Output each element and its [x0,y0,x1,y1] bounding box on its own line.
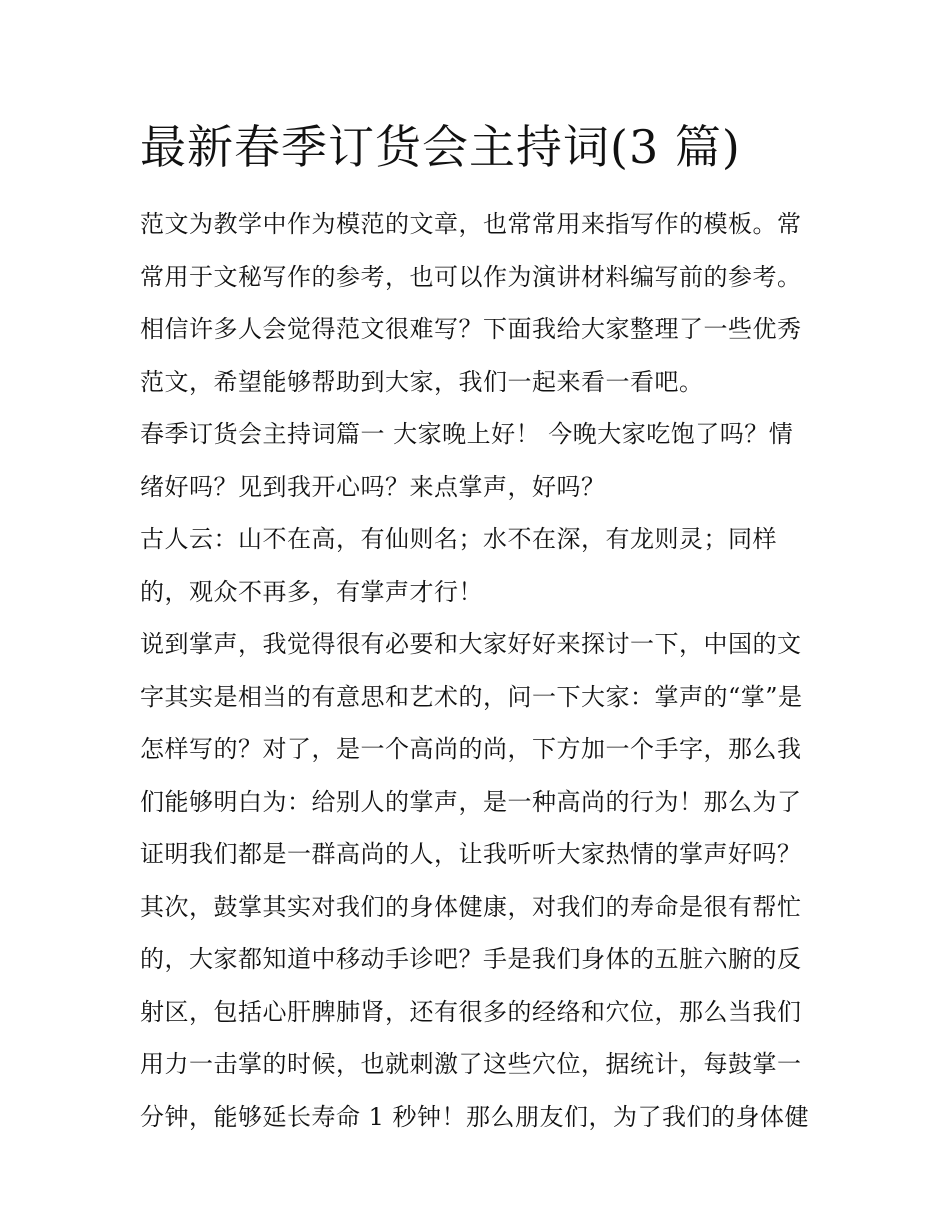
document-body [140,198,812,1143]
text-line: 相信许多人会觉得范文很难写？下面我给大家整理了一些优秀 [140,315,802,343]
text-line: 字其实是相当的有意思和艺术的，问一下大家：掌声的“掌”是 [140,682,803,711]
text-line: 证明我们都是一群高尚的人，让我听听大家热情的掌声好吗？ [140,840,802,868]
text-line: 其次，鼓掌其实对我们的身体健康，对我们的寿命是很有帮忙 [140,892,802,921]
text-line: 春季订货会主持词篇一 大家晚上好！ 今晚大家吃饱了吗？情 [140,420,794,448]
text-line: 射区，包括心肝脾肺肾，还有很多的经络和穴位，那么当我们 [140,997,802,1026]
text-line: 古人云：山不在高，有仙则名；水不在深，有龙则灵；同样 [140,525,777,553]
text-line: 分钟，能够延长寿命 1 秒钟！那么朋友们，为了我们的身体健 [140,1102,810,1131]
text-line: 范文，希望能够帮助到大家，我们一起来看一看吧。 [140,367,704,396]
text-line: 范文为教学中作为模范的文章，也常常用来指写作的模板。常 [140,210,802,238]
text-line: 的，观众不再多，有掌声才行！ [140,577,483,606]
text-line: 常用于文秘写作的参考，也可以作为演讲材料编写前的参考。 [140,262,802,291]
text-line: 说到掌声，我觉得很有必要和大家好好来探讨一下，中国的文 [140,630,802,658]
text-line: 用力一击掌的时候，也就刺激了这些穴位，据统计，每鼓掌一 [140,1050,802,1078]
text-line: 怎样写的？对了，是一个高尚的尚，下方加一个手字，那么我 [140,735,802,763]
document-page [140,112,812,1143]
document-title: 最新春季订货会主持词(3 篇) [140,120,741,174]
text-line: 绪好吗？见到我开心吗？来点掌声，好吗？ [140,472,606,501]
text-line: 们能够明白为：给别人的掌声，是一种高尚的行为！那么为了 [140,787,802,816]
text-line: 的，大家都知道中移动手诊吧？手是我们身体的五脏六腑的反 [140,945,802,973]
